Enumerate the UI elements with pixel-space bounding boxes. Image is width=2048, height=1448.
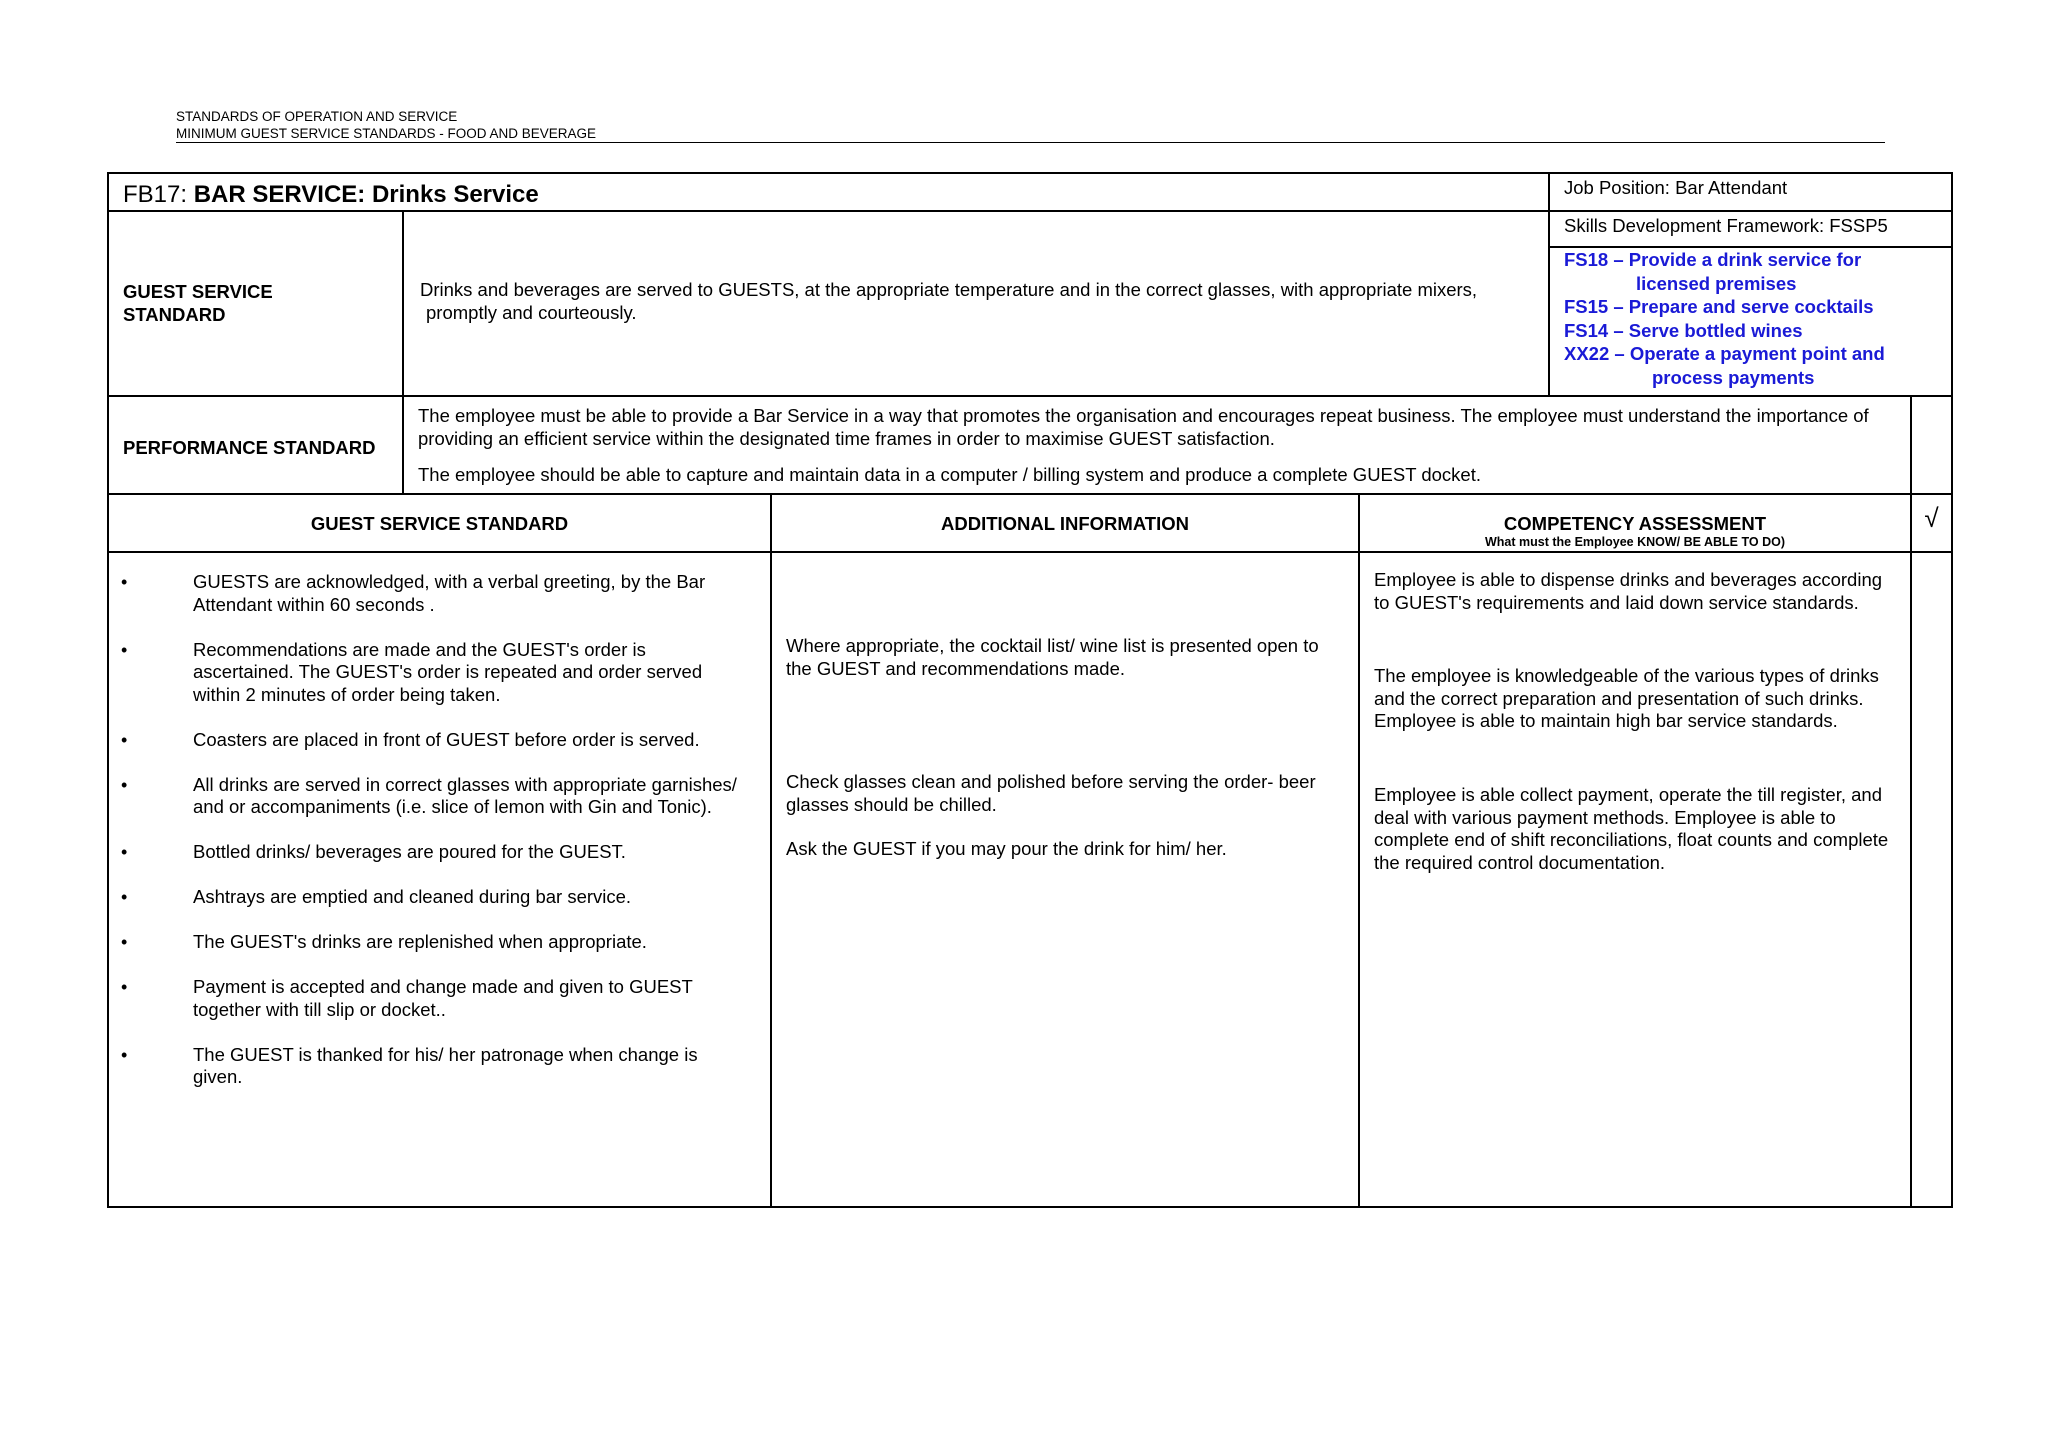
performance-label-cell [107, 395, 404, 495]
framework: Skills Development Framework: FSSP5 [1564, 215, 1888, 236]
standards-list [109, 571, 740, 1089]
additional-cell [770, 551, 1360, 1208]
col-head-check [1910, 493, 1953, 553]
list-item: • The GUEST is thanked for his/ her patronage when change is given. [109, 1044, 740, 1089]
skill-fs15: FS15 – Prepare and serve cocktails [1564, 296, 1874, 317]
form-name: BAR SERVICE: Drinks Service [193, 181, 539, 208]
header-line-2: MINIMUM GUEST SERVICE STANDARDS - FOOD AND BEVERAGE [176, 125, 1885, 143]
job-position-cell [1548, 172, 1953, 212]
list-item: • Coasters are placed in front of GUEST before order is served. [109, 729, 740, 752]
document-header [176, 108, 1885, 143]
form-title [123, 181, 539, 209]
additional-para-3: Ask the GUEST if you may pour the drink for him/ her. [786, 838, 1227, 859]
competency-para-1: Employee is able to dispense drinks and beverages according to GUEST's requirements and laid down service standards. [1374, 569, 1883, 613]
skill-fs18-line2: licensed premises [1636, 272, 1797, 294]
performance-text-2: The employee should be able to capture and maintain data in a computer / billing system and produce a complete GUEST docket. [418, 464, 1481, 485]
performance-text-cell [402, 395, 1912, 495]
col-head-competency-label: COMPETENCY ASSESSMENT [1503, 513, 1767, 534]
guest-service-text-2: promptly and courteously. [426, 302, 637, 323]
col-head-competency [1358, 493, 1912, 553]
competency-para-2: The employee is knowledgeable of the various types of drinks and the correct preparation and presentation of such drinks. Employee is able to maintain high bar service standards. [1374, 665, 1879, 731]
job-position: Job Position: Bar Attendant [1564, 177, 1788, 198]
list-item: • Ashtrays are emptied and cleaned during bar service. [109, 886, 740, 909]
skill-fs18-line1: FS18 – Provide a drink service for [1564, 249, 1862, 270]
guest-service-label-cell [107, 210, 404, 397]
performance-text-1: The employee must be able to provide a Bar Service in a way that promotes the organisation and encourages repeat business. The employee must understand the importance of providing an efficient service within the designated time frames in order to maximise GUEST satisfaction. [418, 405, 1869, 449]
guest-service-label-2: STANDARD [123, 304, 226, 325]
skill-xx22-line1: XX22 – Operate a payment point and [1564, 343, 1885, 364]
list-item: • The GUEST's drinks are replenished when appropriate. [109, 931, 740, 954]
form-code: FB17: [123, 181, 188, 208]
list-item: • Bottled drinks/ beverages are poured for the GUEST. [109, 841, 740, 864]
check-mark-icon: √ [1924, 503, 1939, 533]
col-head-guest-service-label: GUEST SERVICE STANDARD [310, 513, 569, 534]
performance-check-cell [1910, 395, 1953, 495]
col-head-additional-label: ADDITIONAL INFORMATION [940, 513, 1189, 534]
additional-para-2: Check glasses clean and polished before serving the order- beer glasses should be chilled. [786, 771, 1316, 815]
framework-cell [1548, 210, 1953, 248]
col-head-guest-service [107, 493, 772, 553]
guest-service-text-1: Drinks and beverages are served to GUESTS, at the appropriate temperature and in the correct glasses, with appropriate mixers, [420, 279, 1478, 300]
list-item: • GUESTS are acknowledged, with a verbal greeting, by the Bar Attendant within 60 seconds . [109, 571, 740, 616]
standards-cell [107, 551, 772, 1208]
skill-xx22-line2: process payments [1652, 366, 1815, 388]
competency-para-3: Employee is able collect payment, operate the till register, and deal with various payment methods. Employee is able to complete end of shift reconciliations, float counts and complete the required control documentation. [1374, 784, 1889, 873]
guest-service-label-1: GUEST SERVICE [123, 281, 273, 302]
skill-fs14: FS14 – Serve bottled wines [1564, 319, 1803, 341]
title-row [107, 172, 1550, 212]
skills-cell [1548, 246, 1953, 397]
list-item: • All drinks are served in correct glasses with appropriate garnishes/ and or accompaniments (i.e. slice of lemon with Gin and Tonic). [109, 774, 740, 819]
check-cell [1910, 551, 1953, 1208]
list-item: • Recommendations are made and the GUEST's order is ascertained. The GUEST's order is repeated and order served within 2 minutes of order being taken. [109, 639, 740, 707]
col-head-additional [770, 493, 1360, 553]
col-head-competency-sub: What must the Employee KNOW/ BE ABLE TO DO) [1484, 535, 1786, 549]
additional-para-1: Where appropriate, the cocktail list/ wine list is presented open to the GUEST and recommendations made. [786, 635, 1319, 679]
competency-cell [1358, 551, 1912, 1208]
header-line-1: STANDARDS OF OPERATION AND SERVICE [176, 109, 458, 124]
performance-label: PERFORMANCE STANDARD [123, 437, 376, 458]
guest-service-text-cell [402, 210, 1550, 397]
list-item: • Payment is accepted and change made and given to GUEST together with till slip or docket.. [109, 976, 740, 1021]
